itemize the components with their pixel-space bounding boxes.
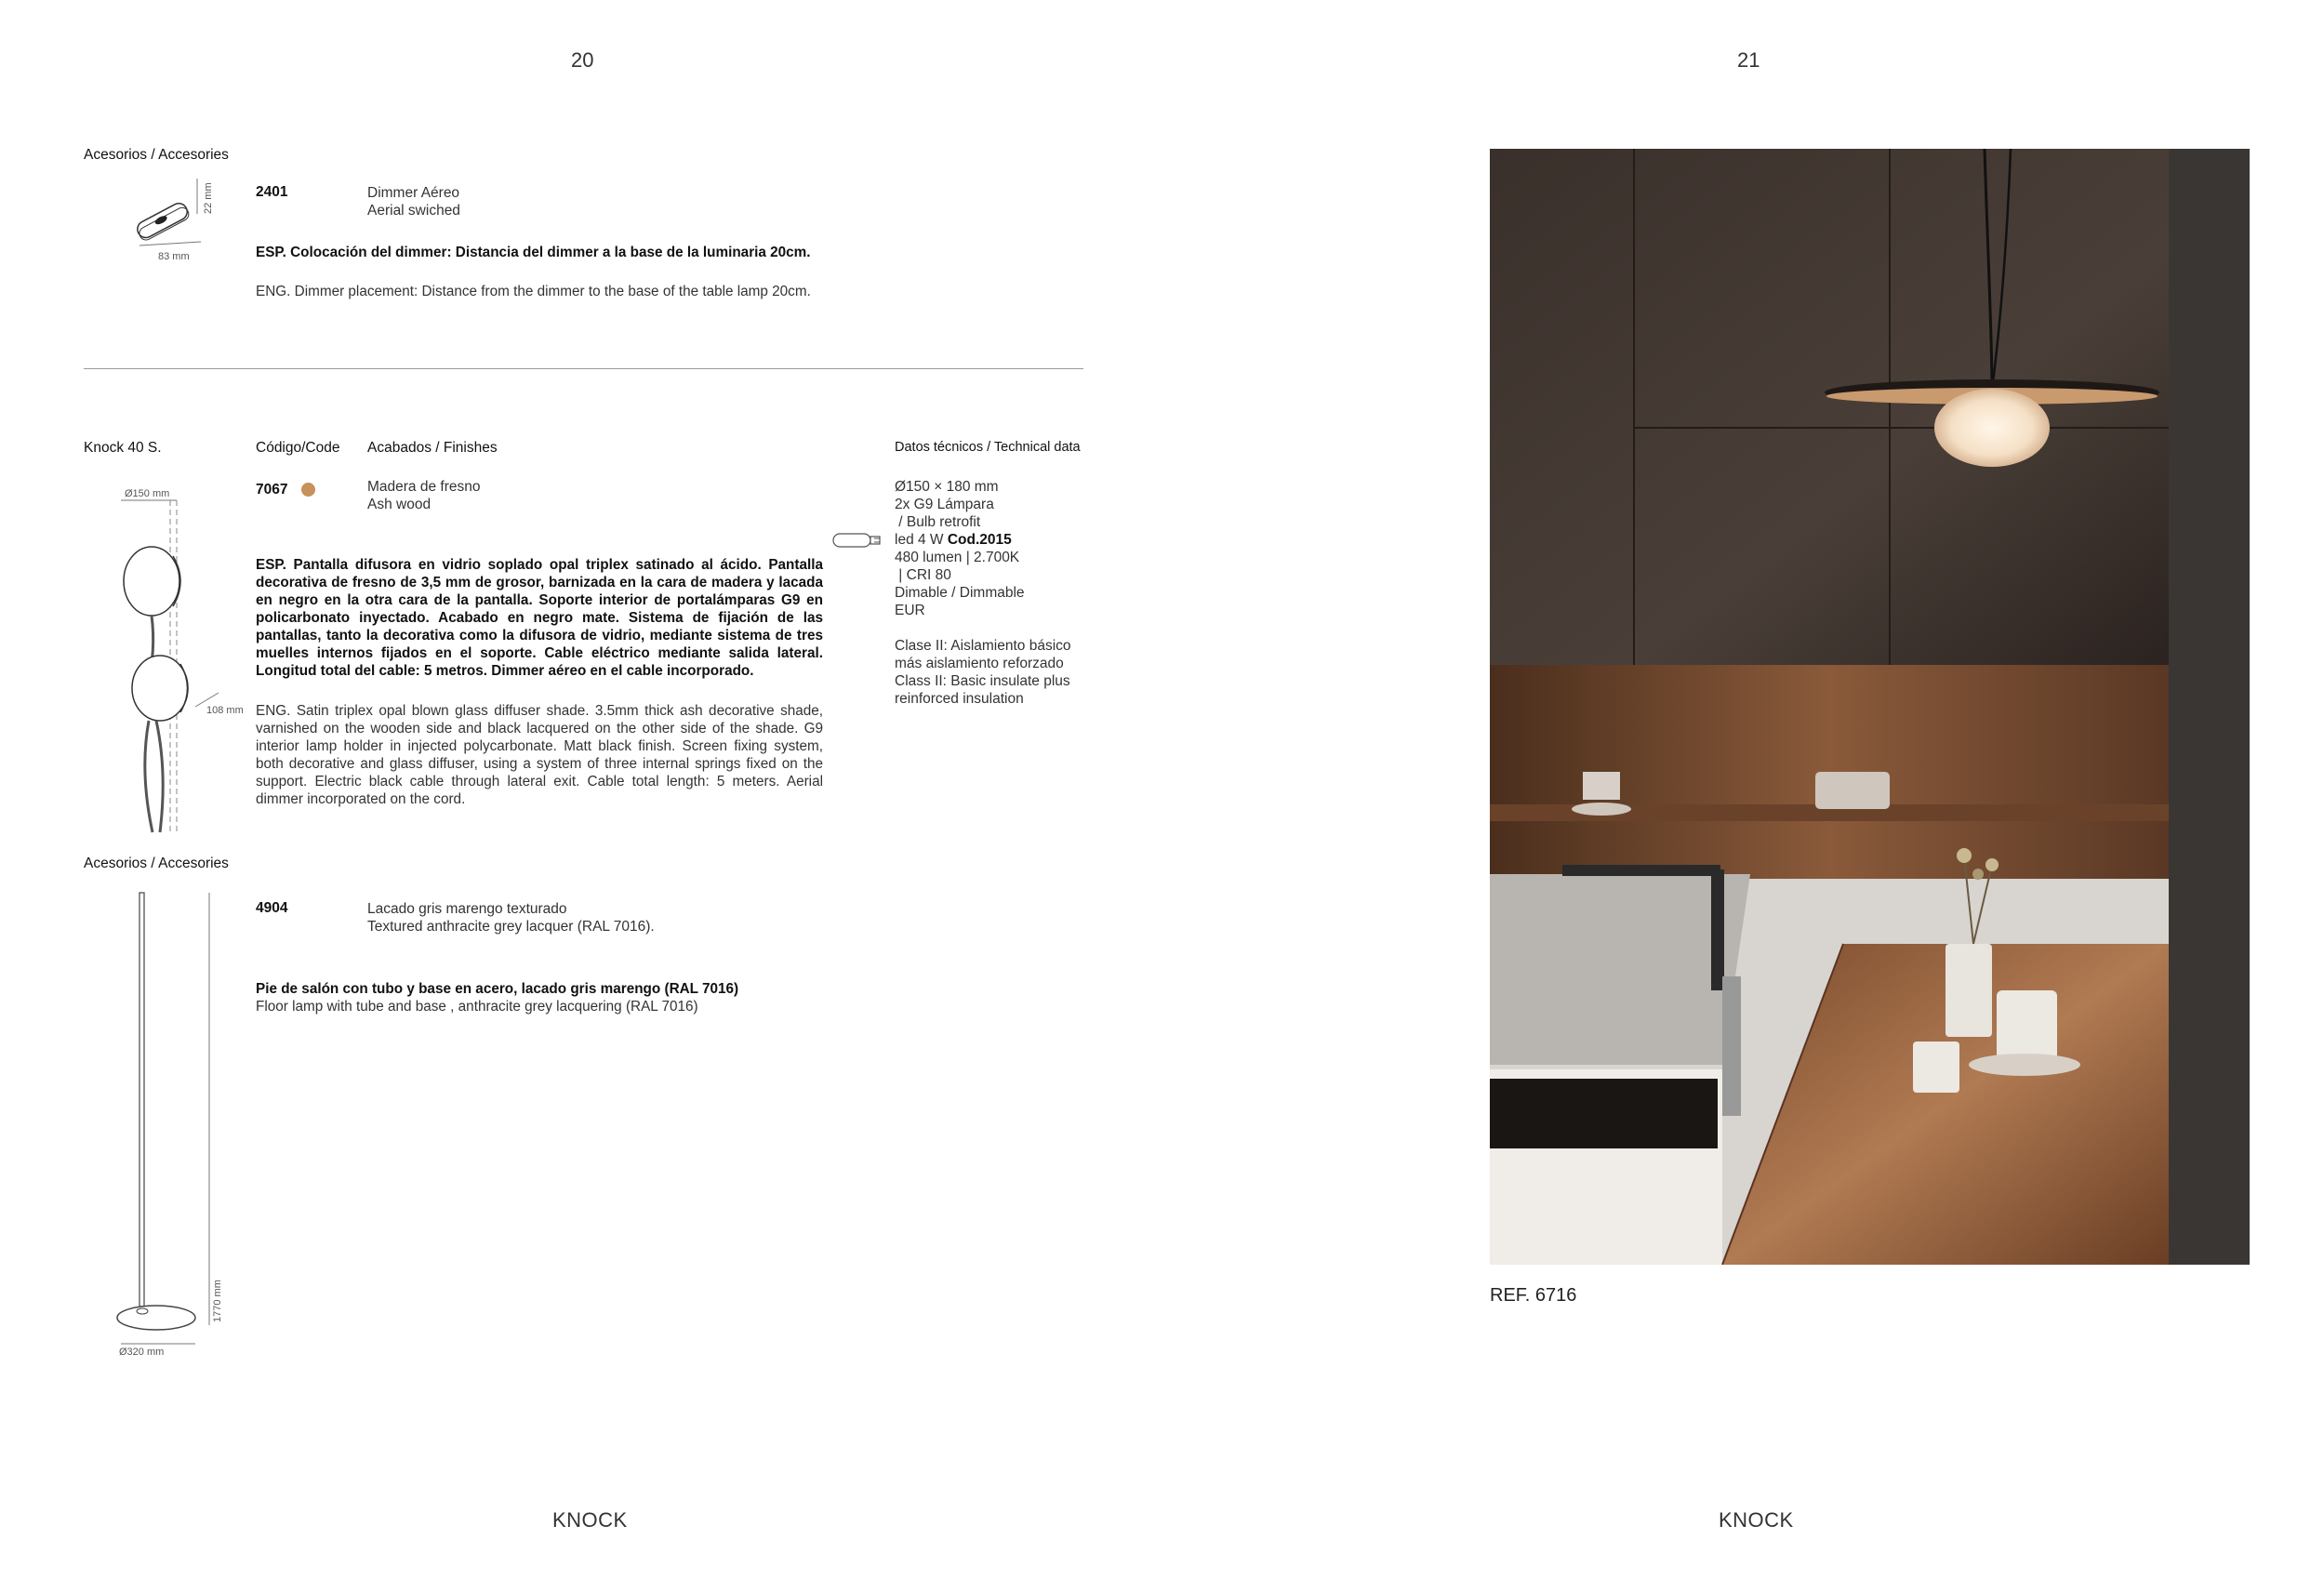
stand-note-en: Floor lamp with tube and base , anthracite grey lacquering (RAL 7016) [256,999,698,1015]
stand-note-es: Pie de salón con tubo y base en acero, lacado gris marengo (RAL 7016) [256,981,739,997]
tech-class-en-1: Class II: Basic insulate plus [895,673,1070,689]
stand-finish-en: Textured anthracite grey lacquer (RAL 7016). [367,919,655,935]
stand-diameter-label: Ø320 mm [119,1347,165,1358]
stand-code: 4904 [256,900,288,916]
pendant-lamp-drawing [112,493,251,837]
tech-spacer [895,619,1118,637]
tech-lumen: 480 lumen | 2.700K [895,550,1020,565]
tech-led-code: Cod.2015 [947,532,1012,548]
finish-name-en: Ash wood [367,497,432,512]
footer-left: KNOCK [552,1508,628,1532]
photo-reference: REF. 6716 [1490,1285,1577,1306]
accessories-title-2: Acesorios / Accesories [84,856,229,871]
finish-name-es: Madera de fresno [367,479,481,495]
dimmer-width-label: 83 mm [158,251,190,262]
column-header-code: Código/Code [256,440,340,456]
accessories-title: Acesorios / Accesories [84,147,229,163]
tech-cri: | CRI 80 [895,567,951,583]
tech-lamp: 2x G9 Lámpara [895,497,994,512]
dimmer-note-en: ENG. Dimmer placement: Distance from the dimmer to the base of the table lamp 20cm. [256,284,811,299]
page-number-right: 21 [1737,48,1760,72]
product-code [256,482,315,498]
tech-size: Ø150 × 180 mm [895,479,999,495]
column-header-technical: Datos técnicos / Technical data [895,440,1081,455]
tech-class-es-2: más aislamiento reforzado [895,656,1064,671]
accessory-name-en: Aerial swiched [367,203,460,219]
dimmer-width-line [139,240,205,251]
section-divider [84,368,1083,369]
product-description-es: ESP. Pantalla difusora en vidrio soplado opal triplex satinado al ácido. Pantalla decorativa de fresno de 3,5 mm de grosor, barnizada en la cara de madera y lacada en negro en la otra cara de la pantalla. Soporte interior de portalámparas G9 en policarbonato inyectado. Acabado en negro mate. Sistema de fijación de las pantallas, tanto la decorativa como la difusora de vidrio, mediante sistema de tres muelles internos fijados en el soporte. Cable eléctrico mediante salida lateral. Longitud total del cable: 5 metros. Dimmer aéreo en el cable incorporado. [256,557,823,679]
page-number-left: 20 [571,48,594,72]
stand-height-label: 1770 mm [212,1280,223,1322]
tech-eur: EUR [895,603,925,618]
accessory-name-es: Dimmer Aéreo [367,185,460,201]
tech-led-prefix: led 4 W [895,532,948,548]
column-header-finishes: Acabados / Finishes [367,440,498,456]
kitchen-photo [1490,149,2250,1265]
lamp-diameter-label: Ø150 mm [125,488,170,499]
footer-right: KNOCK [1719,1508,1794,1532]
tech-dimmable: Dimable / Dimmable [895,585,1025,601]
bulb-icon [831,531,887,550]
dimmer-height-line [193,179,203,216]
stand-finish-es: Lacado gris marengo texturado [367,901,567,917]
product-code-text: 7067 [256,482,288,498]
tech-class-es-1: Clase II: Aislamiento básico [895,638,1071,654]
product-title: Knock 40 S. [84,440,162,456]
dimmer-note-es: ESP. Colocación del dimmer: Distancia del dimmer a la base de la luminaria 20cm. [256,245,811,260]
accessory-code: 2401 [256,184,288,200]
tech-led [895,531,1118,549]
dimmer-height-label: 22 mm [203,182,214,214]
tech-class-en-2: reinforced insulation [895,691,1024,707]
floor-stand-drawing [112,888,223,1353]
product-description-en: ENG. Satin triplex opal blown glass diffuser shade. 3.5mm thick ash decorative shade, varnished on the wooden side and black lacquered on the other side of the shade. G9 interior lamp holder in injected polycarbonate. Matt black finish. Screen fixing system, both decorative and glass diffuser, using a system of three internal springs fixed on the support. Electric black cable through lateral exit. Cable total length: 5 meters. Aerial dimmer incorporated on the cord. [256,703,823,807]
finish-swatch-ash[interactable] [301,483,315,497]
lamp-depth-label: 108 mm [206,705,244,716]
tech-bulb: / Bulb retrofit [895,514,981,530]
technical-data [895,478,1118,708]
